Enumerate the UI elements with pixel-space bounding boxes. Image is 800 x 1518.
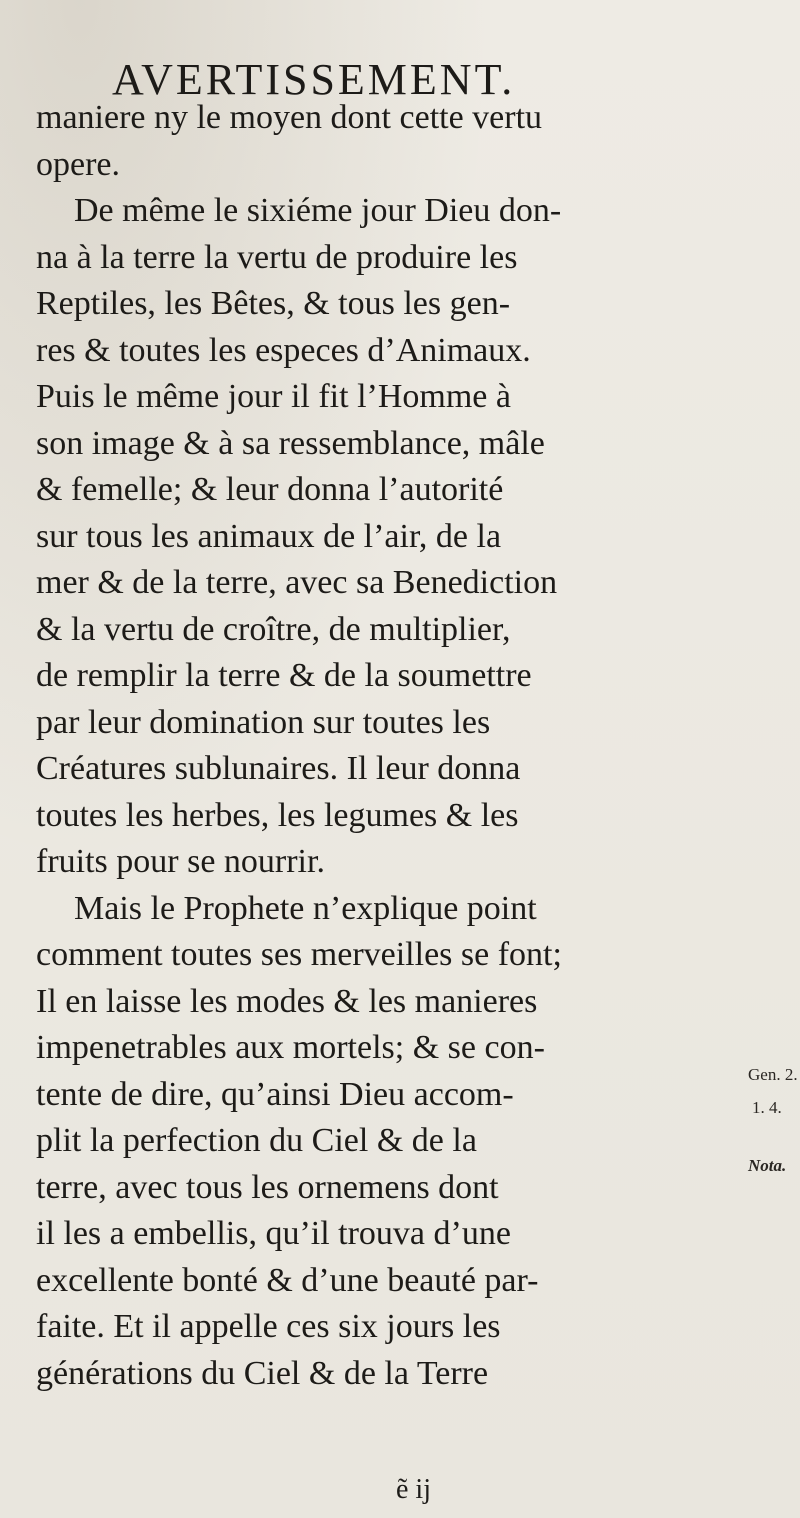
- text-line: & la vertu de croître, de multiplier,: [36, 610, 511, 648]
- text-line: Il en laisse les modes & les manieres: [36, 982, 538, 1020]
- text-line: De même le sixiéme jour Dieu don-: [74, 192, 562, 229]
- text-line: Créatures sublunaires. Il leur donna: [36, 750, 521, 787]
- text-line: sur tous les animaux de l’air, de la: [36, 517, 502, 555]
- text-line: excellente bonté & d’une beauté par-: [36, 1261, 539, 1299]
- text-line: tente de dire, qu’ainsi Dieu accom-: [36, 1075, 514, 1113]
- text-line: son image & à sa ressemblance, mâle: [36, 424, 545, 462]
- text-line: Mais le Prophete n’explique point: [74, 889, 537, 927]
- text-line: fruits pour se nourrir.: [36, 843, 325, 880]
- text-line: & femelle; & leur donna l’autorité: [36, 471, 504, 508]
- text-line: faite. Et il appelle ces six jours les: [36, 1308, 501, 1345]
- text-line: il les a embellis, qu’il trouva d’une: [36, 1215, 511, 1252]
- text-line: opere.: [36, 145, 121, 183]
- text-line: toutes les herbes, les legumes & les: [36, 796, 519, 834]
- signature-mark: ẽ ij: [396, 1474, 431, 1505]
- running-title: AVERTISSEMENT.: [112, 55, 516, 104]
- text-line: plit la perfection du Ciel & de la: [36, 1122, 477, 1159]
- text-line: res & toutes les especes d’Animaux.: [36, 331, 531, 369]
- text-line: na à la terre la vertu de produire les: [36, 238, 518, 276]
- text-line: mer & de la terre, avec sa Benediction: [36, 564, 558, 601]
- text-line: comment toutes ses merveilles se font;: [36, 936, 562, 973]
- text-line: Puis le même jour il fit l’Homme à: [36, 378, 511, 415]
- text-line: Reptiles, les Bêtes, & tous les gen-: [36, 285, 511, 322]
- margin-reference-book: Gen. 2.: [748, 1065, 798, 1084]
- body-text: [36, 95, 766, 1397]
- text-line: terre, avec tous les ornemens dont: [36, 1168, 499, 1206]
- text-line: par leur domination sur toutes les: [36, 703, 491, 741]
- margin-reference-verse: 1. 4.: [752, 1098, 782, 1117]
- text-line: de remplir la terre & de la soumettre: [36, 657, 532, 694]
- margin-nota: Nota.: [748, 1156, 787, 1175]
- text-line: maniere ny le moyen dont cette vertu: [36, 99, 543, 136]
- text-line: impenetrables aux mortels; & se con-: [36, 1029, 545, 1066]
- text-line: générations du Ciel & de la Terre: [36, 1354, 489, 1392]
